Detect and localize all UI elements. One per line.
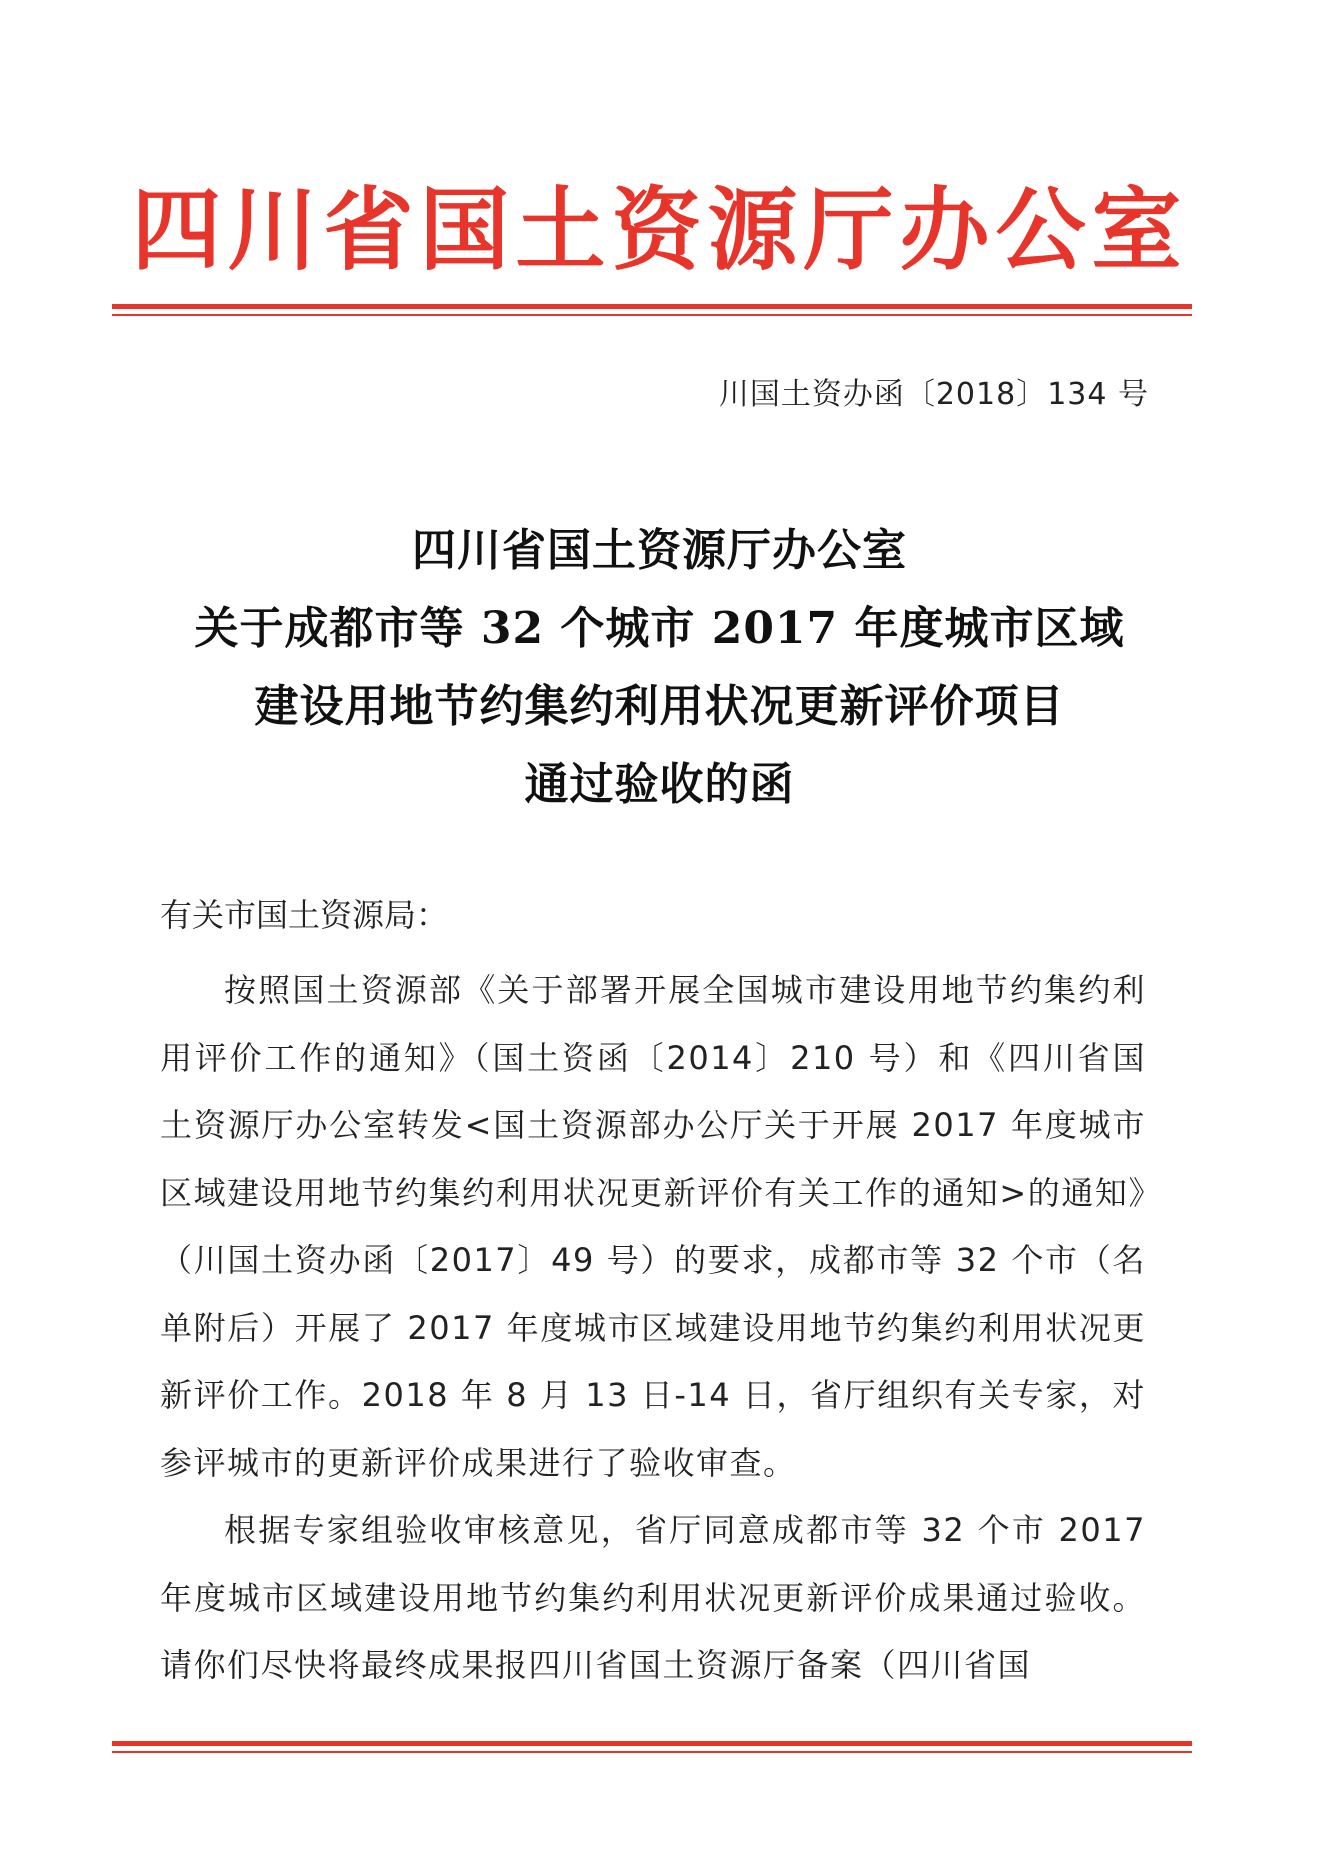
body-text — [160, 957, 1146, 1700]
masthead-title: 四川省国土资源厅办公室 — [131, 177, 1188, 283]
header-red-rule — [112, 304, 1192, 316]
document-title-line: 通过验收的函 — [524, 759, 795, 810]
footer-rule-thick — [112, 1741, 1192, 1746]
footer-red-rule — [112, 1741, 1192, 1753]
header-rule-thick — [112, 304, 1192, 309]
document-title-line: 建设用地节约集约利用状况更新评价项目 — [254, 681, 1065, 732]
document-title-line: 关于成都市等 32 个城市 2017 年度城市区域 — [194, 603, 1125, 654]
footer-rule-thin — [112, 1751, 1192, 1753]
header-rule-thin — [112, 314, 1192, 316]
document-title-line: 四川省国土资源厅办公室 — [412, 525, 907, 576]
document-title — [0, 512, 1319, 824]
salutation: 有关市国土资源局： — [160, 896, 449, 934]
body-paragraph: 按照国土资源部《关于部署开展全国城市建设用地节约集约利用评价工作的通知》（国土资函〔2014〕210 号）和《四川省国土资源厅办公室转发<国土资源部办公厅关于开展 2017 年度城市区域建设用地节约集约利用状况更新评价有关工作的通知>的通知》（川国土资办函〔2017〕49 号）的要求，成都市等 32 个市（名单附后）开展了 2017 年度城市区域建设用地节约集约利用状况更新评价工作。2018 年 8 月 13 日-14 日，省厅组织有关专家，对参评城市的更新评价成果进行了验收审查。 — [160, 971, 1146, 1482]
body-paragraph: 根据专家组验收审核意见，省厅同意成都市等 32 个市 2017 年度城市区域建设用地节约集约利用状况更新评价成果通过验收。请你们尽快将最终成果报四川省国土资源厅备案（四川省国 — [160, 1511, 1146, 1684]
document-number: 川国土资办函〔2018〕134 号 — [718, 377, 1149, 412]
